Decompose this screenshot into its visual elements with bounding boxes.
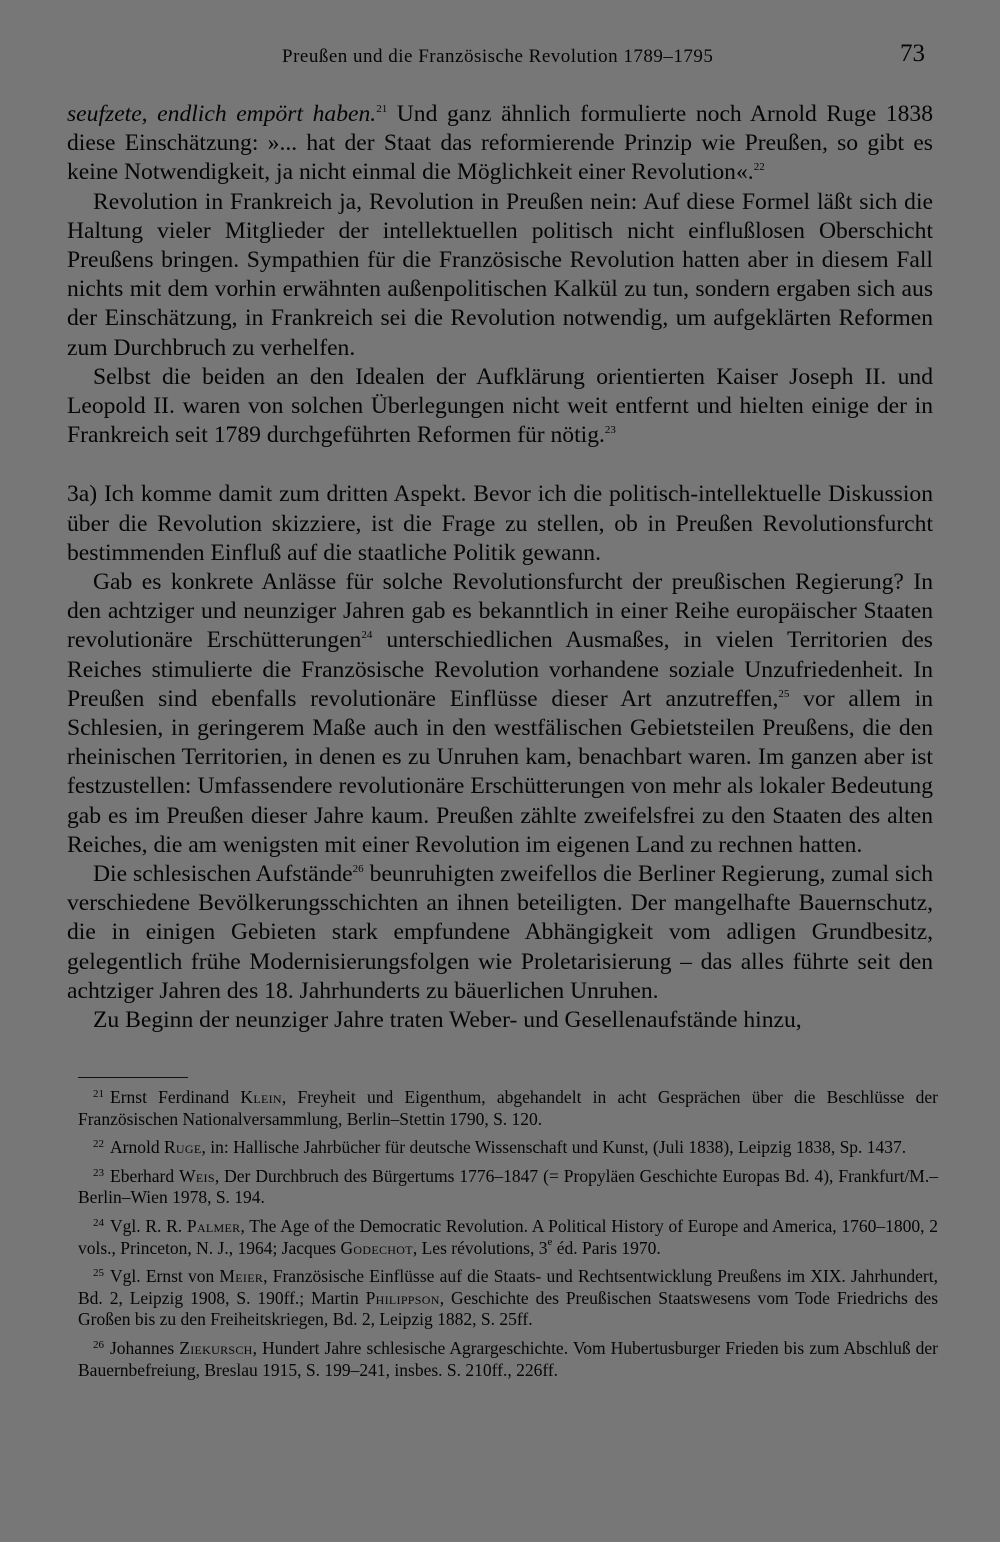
text-run: , Geschichte des Preußischen Staatswesens vom Tode Friedrichs des Großen bis zu den Freiheitskriegen, Bd. 2, Leipzig 1882, S. 25ff.	[78, 1287, 939, 1330]
footnote	[78, 1213, 938, 1259]
footnote-separator	[78, 1077, 188, 1078]
footnote	[78, 1134, 938, 1159]
footnote	[78, 1335, 938, 1381]
text-run: Arnold	[110, 1137, 164, 1158]
page-header	[0, 40, 1000, 76]
text-run: Johannes	[110, 1337, 180, 1358]
footnote-number: 21	[93, 1088, 104, 1100]
author-surname: Klein	[240, 1087, 282, 1107]
footnote-reference: 25	[778, 687, 790, 700]
footnote-reference: 24	[361, 629, 373, 642]
body-text	[67, 100, 933, 1035]
paragraph	[67, 480, 933, 568]
running-title: Preußen und die Französische Revolution 1789–1795	[282, 46, 714, 67]
paragraph	[67, 100, 933, 188]
text-run: Revolution in Frankreich ja, Revolution in Preußen nein: Auf diese Formel läßt sich die Haltung vieler Mitglieder der intellektuellen politisch nicht einflußlosen Oberschicht Preußens bringen. Sympathien für die Französische Revolution hatten aber in diesem Fall nichts mit dem vorhin erwähnten außenpolitischen Kalkül zu tun, sondern ergaben sich aus der Einschätzung, in Frankreich sei die Revolution notwendig, um aufgeklärten Reformen zum Durchbruch zu verhelfen.	[67, 188, 933, 361]
footnote-number: 25	[93, 1267, 104, 1280]
author-surname: Palmer	[186, 1215, 241, 1236]
text-run: beunruhigten zweifellos die Berliner Regierung, zumal sich verschiedene Bevölkerungsschichten an ihnen beteiligten. Der mangelhafte Bauernschutz, die in einigen Gebieten stark empfundene Abhängigkeit vom adligen Grundbesitz, gelegentlich frühe Modernisierungsfolgen wie Proletarisierung – das alles führte seit den achtziger Jahren des 18. Jahrhunderts zu bäuerlichen Unruhen.	[67, 861, 933, 1004]
text-run: unterschiedlichen Ausmaßes, in vielen Territorien des Reiches stimulierte die Französische Revolution vorhandene soziale Unzufriedenheit. In Preußen sind ebenfalls revolutionäre Einflüsse dieser Art anzutreffen,	[67, 627, 933, 712]
text-run: , Freyheit und Eigenthum, abgehandelt in acht Gesprächen über die Beschlüsse der Französischen Nationalversammlung, Berlin–Stettin 1790, S. 120.	[78, 1087, 938, 1129]
text-run: Selbst die beiden an den Idealen der Aufklärung orientierten Kaiser Joseph II. und Leopold II. waren von solchen Überlegungen nicht weit entfernt und hielten einige der in Frankreich seit 1789 durchgeführten Reformen für nötig.	[67, 363, 933, 449]
text-run: Gab es konkrete Anlässe für solche Revolutionsfurcht der preußischen Regierung? In den achtziger und neunziger Jahren gab es bekanntlich in einer Reihe europäischer Staaten revolutionäre Erschütterungen	[67, 569, 933, 654]
text-run: , Der Durchbruch des Bürgertums 1776–1847 (= Propyläen Geschichte Europas Bd. 4), Frankfurt/M.–Berlin–Wien 1978, S. 194.	[78, 1165, 938, 1208]
author-surname: Weis	[179, 1165, 215, 1186]
footnote-reference: 22	[753, 161, 765, 174]
footnote-reference: 26	[352, 863, 364, 876]
text-run: Vgl. Ernst von	[110, 1266, 220, 1287]
paragraph	[67, 1006, 933, 1035]
footnote	[78, 1084, 938, 1130]
text-run: Vgl. R. R.	[110, 1215, 187, 1236]
paragraph	[67, 188, 933, 363]
paragraph	[67, 860, 933, 1006]
page-number: 73	[900, 40, 925, 67]
text-run: , Les révolutions, 3	[412, 1237, 548, 1258]
paragraph	[67, 568, 933, 860]
italic-text: seufzete, endlich empört haben.	[67, 101, 377, 127]
footnote-number: 26	[93, 1338, 104, 1351]
text-run: Eberhard	[110, 1165, 180, 1186]
footnote-number: 23	[93, 1166, 104, 1179]
text-run: vor allem in Schlesien, in geringerem Maße auch in den westfälischen Gebietsteilen Preußens, die den rheinischen Territorien, in denen es zu Unruhen kam, benachbart waren. Im ganzen aber ist festzustellen: Umfassendere revolutionäre Erschütterungen von mehr als lokaler Bedeutung gab es im Preußen dieser Jahre kaum. Preußen zählte zweifelsfrei zu den Staaten des alten Reiches, die am wenigsten mit einer Revolution im eigenen Land zu rechnen hatten.	[67, 685, 933, 858]
text-run: Ernst Ferdinand	[110, 1087, 241, 1107]
paragraph	[67, 363, 933, 451]
text-run: Die schlesischen Aufstände	[93, 861, 353, 888]
footnote-reference: 21	[376, 103, 388, 115]
footnote-reference: 23	[604, 424, 616, 437]
text-run: Zu Beginn der neunziger Jahre traten Weber- und Gesellenaufstände hinzu,	[93, 1007, 802, 1034]
footnotes	[78, 1077, 938, 1385]
text-run: , The Age of the Democratic Revolution. A Political History of Europe and America, 1760–1800, 2 vols., Princeton, N. J., 1964; Jacques	[78, 1215, 938, 1258]
text-run: 3a) Ich komme damit zum dritten Aspekt. Bevor ich die politisch-intellektuelle Diskussion über die Revolution skizziere, ist die Frage zu stellen, ob in Preußen Revolutionsfurcht bestimmenden Einfluß auf die staatliche Politik gewann.	[67, 481, 933, 566]
text-run: , in: Hallische Jahrbücher für deutsche Wissenschaft und Kunst, (Juli 1838), Leipzig 1838, Sp. 1437.	[201, 1137, 907, 1158]
author-surname: Meier	[219, 1266, 264, 1287]
footnote	[78, 1163, 938, 1209]
author-surname: Ziekursch	[179, 1337, 253, 1358]
text-run: , Französische Einflüsse auf die Staats- und Rechtsentwicklung Preußens im XIX. Jahrhundert, Bd. 2, Leipzig 1908, S. 190ff.; Martin	[78, 1266, 938, 1308]
footnote-reference: e	[547, 1235, 553, 1248]
text-run: , Hundert Jahre schlesische Agrargeschichte. Vom Hubertusburger Frieden bis zum Abschluß der Bauernbefreiung, Breslau 1915, S. 199–241, insbes. S. 210ff., 226ff.	[78, 1337, 939, 1380]
author-surname: Philippson	[365, 1287, 440, 1308]
footnote-number: 24	[93, 1216, 104, 1229]
text-run: éd. Paris 1970.	[552, 1237, 661, 1258]
footnote	[78, 1263, 938, 1331]
text-run: Und ganz ähnlich formulierte noch Arnold Ruge 1838 diese Einschätzung: »... hat der Staat das reformierende Prinzip wie Preußen, so gibt es keine Notwendigkeit, ja nicht einmal die Möglichkeit einer Revolution«.	[67, 101, 933, 186]
author-surname: Ruge	[163, 1137, 202, 1158]
footnote-number: 22	[93, 1138, 104, 1151]
author-surname: Godechot	[340, 1237, 413, 1258]
